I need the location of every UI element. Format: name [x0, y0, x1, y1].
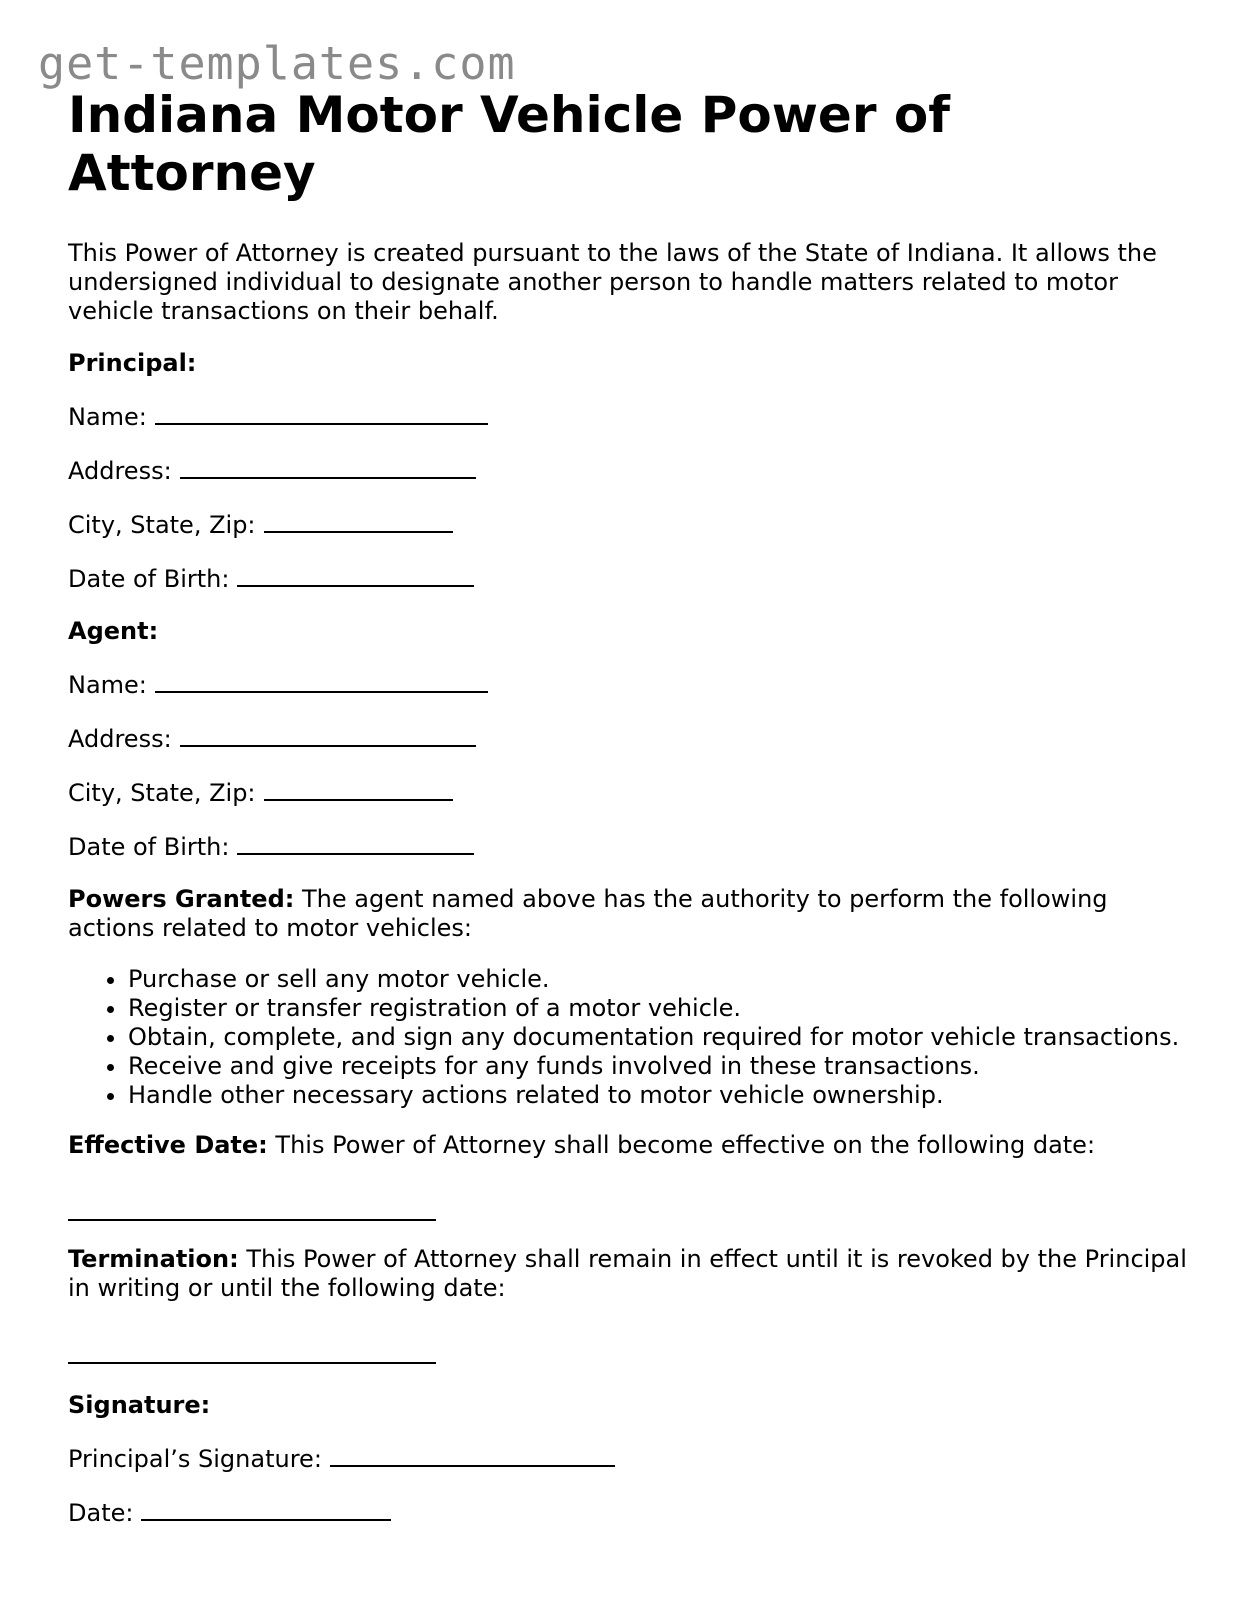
watermark: get-templates.com	[38, 37, 516, 90]
blank-line[interactable]	[237, 563, 474, 587]
list-item: • Register or transfer registration of a motor vehicle.	[128, 994, 1188, 1023]
agent-dob-field[interactable]	[68, 831, 1188, 862]
blank-line[interactable]	[330, 1443, 615, 1467]
effective-paragraph	[68, 1131, 1188, 1160]
agent-heading: Agent:	[68, 617, 159, 645]
agent-address-field[interactable]	[68, 723, 1188, 754]
list-item: • Obtain, complete, and sign any documentation required for motor vehicle transactions.	[128, 1023, 1188, 1052]
agent-city-field[interactable]	[68, 777, 1188, 808]
termination-text: This Power of Attorney shall remain in effect until it is revoked by the Principal in writing or until the following date:	[68, 1245, 1187, 1302]
effective-heading: Effective Date:	[68, 1131, 268, 1159]
termination-paragraph	[68, 1245, 1188, 1303]
field-label: City, State, Zip:	[68, 511, 256, 539]
list-item: • Purchase or sell any motor vehicle.	[128, 965, 1188, 994]
principal-signature-field[interactable]	[68, 1443, 1188, 1474]
intro-paragraph: This Power of Attorney is created pursuant to the laws of the State of Indiana. It allows the undersigned individual to designate another person to handle matters related to motor vehicle transactions on their behalf.	[68, 239, 1157, 325]
blank-line[interactable]	[155, 401, 488, 425]
blank-line[interactable]	[141, 1497, 391, 1521]
field-label: Address:	[68, 725, 172, 753]
termination-heading: Termination:	[68, 1245, 239, 1273]
principal-heading: Principal:	[68, 349, 197, 377]
field-label: Date:	[68, 1499, 134, 1527]
field-label: Date of Birth:	[68, 833, 230, 861]
field-label: Name:	[68, 403, 147, 431]
blank-line[interactable]	[180, 455, 476, 479]
field-label: City, State, Zip:	[68, 779, 256, 807]
principal-name-field[interactable]	[68, 401, 1188, 432]
principal-city-field[interactable]	[68, 509, 1188, 540]
list-item: • Receive and give receipts for any funds involved in these transactions.	[128, 1052, 1188, 1081]
blank-line[interactable]	[180, 723, 476, 747]
blank-line[interactable]	[264, 777, 453, 801]
field-label: Date of Birth:	[68, 565, 230, 593]
document-title: Indiana Motor Vehicle Power of Attorney	[68, 86, 951, 202]
powers-list	[68, 965, 1188, 1110]
signature-heading: Signature:	[68, 1391, 211, 1419]
blank-line[interactable]	[237, 831, 474, 855]
blank-line[interactable]	[264, 509, 453, 533]
field-label: Principal’s Signature:	[68, 1445, 322, 1473]
agent-name-field[interactable]	[68, 669, 1188, 700]
powers-paragraph	[68, 885, 1188, 943]
principal-dob-field[interactable]	[68, 563, 1188, 594]
signature-date-field[interactable]	[68, 1497, 1188, 1528]
blank-line[interactable]	[155, 669, 488, 693]
field-label: Name:	[68, 671, 147, 699]
principal-address-field[interactable]	[68, 455, 1188, 486]
effective-date-line[interactable]	[68, 1193, 436, 1221]
document-page	[68, 86, 1188, 1528]
field-label: Address:	[68, 457, 172, 485]
powers-heading: Powers Granted:	[68, 885, 295, 913]
powers-text: The agent named above has the authority to perform the following actions related to motor vehicles:	[68, 885, 1108, 942]
list-item: • Handle other necessary actions related to motor vehicle ownership.	[128, 1081, 1188, 1110]
effective-text: This Power of Attorney shall become effective on the following date:	[267, 1131, 1096, 1159]
termination-date-line[interactable]	[68, 1336, 436, 1364]
